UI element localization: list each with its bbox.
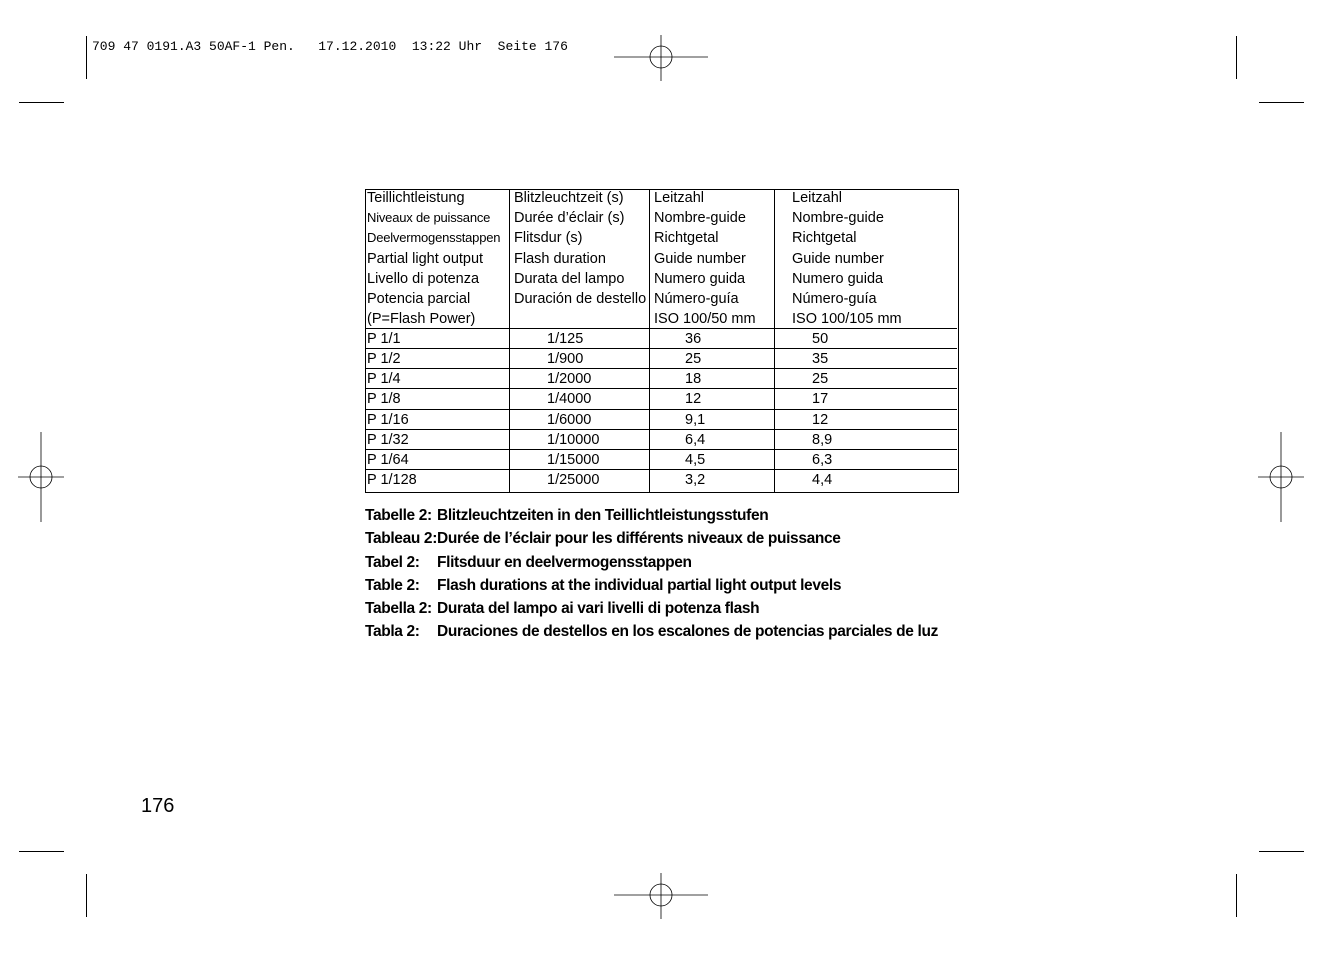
- table-caption-fr: [365, 530, 841, 548]
- table-cell: P 1/2: [367, 351, 401, 367]
- table-cell: 17: [812, 391, 829, 407]
- table-cell: 6,3: [812, 452, 833, 468]
- table-row: [366, 470, 957, 490]
- registration-mark-icon: [614, 873, 708, 919]
- header-line: Flash duration: [514, 250, 606, 267]
- table-cell: 25: [812, 371, 829, 387]
- header-line: (P=Flash Power): [367, 311, 476, 328]
- header-line: Guide number: [792, 250, 884, 267]
- crop-mark: [1236, 874, 1237, 917]
- header-line: Numero guida: [792, 270, 884, 287]
- header-line: Livello di potenza: [367, 270, 480, 287]
- table-row: [366, 410, 957, 430]
- table-cell: 3,2: [685, 472, 706, 488]
- table-cell: 12: [685, 391, 702, 407]
- registration-mark-icon: [1258, 432, 1304, 522]
- header-line: Flitsdur (s): [514, 230, 583, 247]
- caption-label: Tabla 2:: [365, 623, 420, 640]
- table-cell: 18: [685, 371, 702, 387]
- table-row: [366, 430, 957, 450]
- registration-mark-icon: [614, 35, 708, 81]
- caption-label: Table 2:: [365, 577, 420, 594]
- caption-label: Tableau 2:: [365, 530, 438, 547]
- table-cell: 1/15000: [547, 452, 600, 468]
- table-cell: 50: [812, 331, 829, 347]
- caption-label: Tabel 2:: [365, 554, 420, 571]
- table-caption-nl: [365, 554, 692, 572]
- table-cell: P 1/8: [367, 391, 401, 407]
- table-cell: 1/25000: [547, 472, 600, 488]
- header-guide-number-105mm: [792, 188, 902, 329]
- caption-label: Tabella 2:: [365, 600, 432, 617]
- caption-text: Durata del lampo ai vari livelli di potenza flash: [437, 600, 760, 617]
- header-flash-duration: [514, 188, 646, 309]
- caption-text: Duraciones de destellos en los escalones de potencias parciales de luz: [437, 623, 938, 640]
- crop-mark: [1259, 102, 1304, 103]
- table-row: [366, 450, 957, 470]
- table-cell: 12: [812, 412, 829, 428]
- table-cell: 1/900: [547, 351, 584, 367]
- table-cell: 4,5: [685, 452, 706, 468]
- crop-mark: [19, 851, 64, 852]
- page-number: 176: [141, 795, 175, 817]
- header-line: Richtgetal: [654, 230, 719, 247]
- header-line: Leitzahl: [792, 190, 842, 206]
- table-cell: 8,9: [812, 432, 833, 448]
- header-line: Nombre-guide: [792, 210, 884, 227]
- crop-mark: [86, 874, 87, 917]
- header-guide-number-50mm: [654, 188, 756, 329]
- table-cell: P 1/64: [367, 452, 409, 468]
- header-line: Número-guía: [792, 291, 877, 308]
- caption-label: Tabelle 2:: [365, 507, 432, 524]
- header-line: Potencia parcial: [367, 291, 471, 308]
- table-cell: 36: [685, 331, 702, 347]
- table-caption-es: [365, 623, 938, 641]
- caption-text: Durée de l’éclair pour les différents niveaux de puissance: [437, 530, 841, 547]
- crop-mark: [86, 36, 87, 79]
- header-line: Durata del lampo: [514, 270, 625, 287]
- header-line: ISO 100/50 mm: [654, 311, 756, 328]
- table-cell: 1/125: [547, 331, 584, 347]
- table-row: [366, 369, 957, 389]
- crop-mark: [1259, 851, 1304, 852]
- caption-text: Blitzleuchtzeiten in den Teillichtleistungsstufen: [437, 507, 769, 524]
- table-cell: 1/6000: [547, 412, 592, 428]
- header-line: Blitzleuchtzeit (s): [514, 190, 624, 206]
- header-line: ISO 100/105 mm: [792, 311, 902, 328]
- table-cell: 4,4: [812, 472, 833, 488]
- header-line: Niveaux de puissance: [367, 210, 491, 226]
- table-cell: P 1/1: [367, 331, 401, 347]
- table-cell: 6,4: [685, 432, 706, 448]
- print-slug: 709 47 0191.A3 50AF-1 Pen. 17.12.2010 13:22 Uhr Seite 176: [92, 39, 568, 54]
- header-line: Partial light output: [367, 250, 484, 267]
- table-cell: P 1/32: [367, 432, 409, 448]
- table-row: [366, 329, 957, 349]
- table-cell: 25: [685, 351, 702, 367]
- table-caption-en: [365, 577, 842, 595]
- header-partial-light-output: [367, 188, 500, 329]
- table-cell: 1/10000: [547, 432, 600, 448]
- header-line: Número-guía: [654, 291, 739, 308]
- crop-mark: [1236, 36, 1237, 79]
- flash-duration-table: [365, 189, 959, 493]
- header-line: Durée d’éclair (s): [514, 210, 625, 227]
- table-row: [366, 349, 957, 369]
- header-line: Nombre-guide: [654, 210, 746, 227]
- table-cell: 1/2000: [547, 371, 592, 387]
- header-line: Guide number: [654, 250, 746, 267]
- crop-mark: [19, 102, 64, 103]
- header-line: Leitzahl: [654, 190, 704, 206]
- table-row: [366, 389, 957, 409]
- caption-text: Flitsduur en deelvermogensstappen: [437, 554, 692, 571]
- table-caption-de: [365, 507, 769, 525]
- table-cell: P 1/128: [367, 472, 417, 488]
- registration-mark-icon: [18, 432, 64, 522]
- table-cell: 35: [812, 351, 829, 367]
- caption-text: Flash durations at the individual partial light output levels: [437, 577, 842, 594]
- table-cell: P 1/16: [367, 412, 409, 428]
- header-line: Duración de destello: [514, 291, 647, 308]
- table-cell: P 1/4: [367, 371, 401, 387]
- table-caption-it: [365, 600, 760, 618]
- header-line: Deelvermogensstappen: [367, 230, 501, 246]
- header-line: Richtgetal: [792, 230, 857, 247]
- table-cell: 9,1: [685, 412, 706, 428]
- header-line: Teillichtleistung: [367, 190, 465, 206]
- table-cell: 1/4000: [547, 391, 592, 407]
- header-line: Numero guida: [654, 270, 746, 287]
